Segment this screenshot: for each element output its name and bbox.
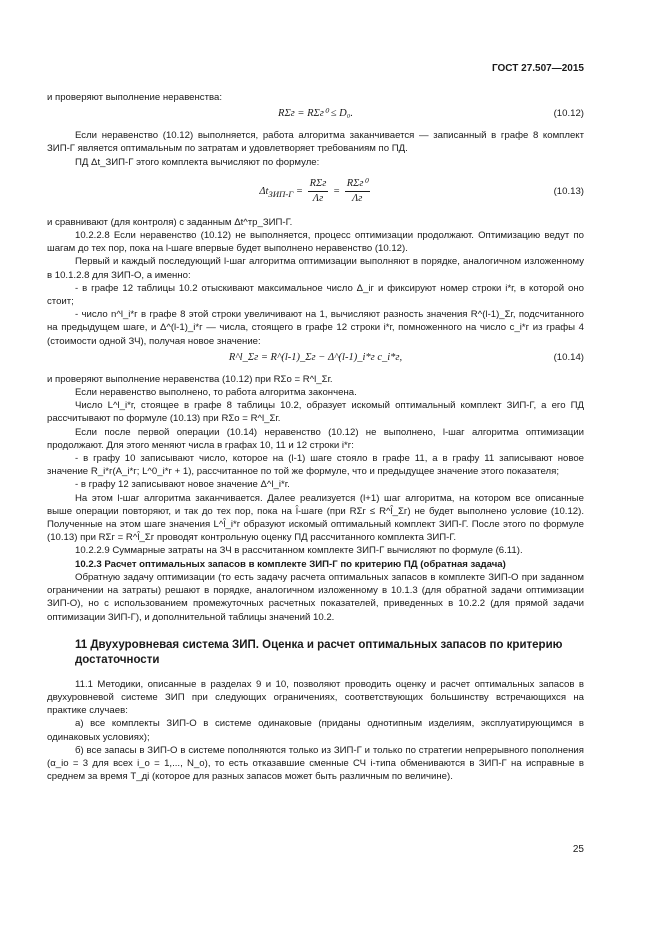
paragraph: и проверяют выполнение неравенства: bbox=[47, 92, 222, 103]
paragraph: б) все запасы в ЗИП-О в системе пополняются только из ЗИП-Г и только по стратегии непрерывного пополнения (α_io = 3 для всех i_o = 1,..., N_o), то есть отказавшие сменные СЧ i-типа обмениваются в ЗИП-Г на исправные в среднем за время T_дi (которое для разных запасов может быть различным по величине). bbox=[47, 744, 584, 783]
numerator: RΣг bbox=[308, 177, 329, 192]
paragraph: На этом l-шаг алгоритма заканчивается. Далее реализуется (l+1) шаг алгоритма, на котором все описанные выше операции повторяют, и так до тех пор, пока на l̂-шаге (при RΣг ≤ R^l̂_Σг) не будет выполнено условие (10.12). Полученные на этом шаге значения L^l̂_i*г образуют искомый оптимальный комплект ЗИП-Г. После этого по формуле (10.13) при RΣг = R^l̂_Σг проводят контрольную оценку ПД рассчитанного комплекта ЗИП-Г. bbox=[47, 492, 584, 544]
fraction bbox=[308, 177, 329, 206]
formula-lhs: Δt bbox=[259, 185, 269, 197]
paragraph: Первый и каждый последующий l-шаг алгоритма оптимизации выполняют в порядке, аналогичном изложенному в 10.1.2.8 для ЗИП-О, а именно: bbox=[47, 256, 584, 281]
paragraph: Если неравенство (10.12) выполняется, работа алгоритма заканчивается — записанный в графе 8 комплект ЗИП-Г является оптимальным по затратам и удовлетворяет требованиям по ПД. bbox=[47, 130, 584, 155]
document-body bbox=[47, 91, 584, 783]
paragraph: и проверяют выполнение неравенства (10.12) при RΣо = R^l_Σг. bbox=[47, 373, 333, 385]
formula-number: (10.12) bbox=[553, 108, 584, 120]
formula-equals: = bbox=[330, 185, 343, 197]
formula bbox=[47, 172, 584, 212]
paragraph: Если неравенство выполнено, то работа алгоритма закончена. bbox=[75, 387, 357, 399]
paragraph: - в графу 12 записывают новое значение Δ^l_i*г. bbox=[75, 479, 290, 491]
paragraph: 11.1 Методики, описанные в разделах 9 и 10, позволяют проводить оценку и расчет оптимальных запасов в двухуровневой системе ЗИП при следующих ограничениях, соответствующих большинству встречающихся на практике случаев: bbox=[47, 678, 584, 717]
paragraph: Если после первой операции (10.14) неравенство (10.12) не выполнено, l-шаг алгоритма оптимизации продолжают. Для этого меняют числа в графах 10, 11 и 12 строки i*г: bbox=[47, 426, 584, 451]
paragraph: ПД Δt_ЗИП-Г этого комплекта вычисляют по формуле: bbox=[75, 156, 320, 168]
paragraph: 10.2.2.9 Суммарные затраты на ЗЧ в рассчитанном комплекте ЗИП-Г вычисляют по формуле (6.11). bbox=[75, 545, 523, 557]
formula-expression: R^l_Σг = R^(l-1)_Σг − Δ^(l-1)_i*г c_i*г, bbox=[228, 351, 403, 363]
paragraph: а) все комплекты ЗИП-О в системе одинаковые (приданы однотипным изделиям, эксплуатирующимся в одинаковых условиях); bbox=[47, 718, 584, 743]
fraction bbox=[345, 177, 370, 206]
formula-lhs-subscript: ЗИП-Г bbox=[268, 188, 294, 199]
paragraph: 10.2.2.8 Если неравенство (10.12) не выполняется, процесс оптимизации продолжают. Оптимизацию ведут по шагам до тех пор, пока на l-шаге впервые будет выполнено неравенство (10.12). bbox=[47, 230, 584, 255]
formula-equals: = bbox=[293, 185, 306, 197]
section-title: 11 Двухуровневая система ЗИП. Оценка и расчет оптимальных запасов по критерию достаточности bbox=[75, 638, 563, 666]
paragraph: 10.2.3 Расчет оптимальных запасов в комплекте ЗИП-Г по критерию ПД (обратная задача) bbox=[75, 558, 506, 570]
formula bbox=[47, 351, 584, 369]
paragraph: Число L^l_i*г, стоящее в графе 8 таблицы 10.2, образует искомый оптимальный комплект ЗИП-Г, а его ПД рассчитывают по формуле (10.13) при RΣо = R^l_Σг. bbox=[47, 400, 584, 425]
document-standard-header: ГОСТ 27.507—2015 bbox=[491, 63, 584, 74]
paragraph: - в графу 10 записывают число, которое на (l-1) шаге стояло в графе 11, а в графу 11 записывают новое значение R_i*г(A_i*г; L^0_i*г + 1), рассчитанное по той же формуле, что и предыдущее значение этого показателя; bbox=[47, 453, 584, 478]
page-number: 25 bbox=[572, 844, 584, 855]
paragraph: Обратную задачу оптимизации (то есть задачу расчета оптимальных запасов в комплекте ЗИП-О при заданном ограничении на затраты) решают в порядке, аналогичном изложенному в 10.1.3 (для обратной задачи оптимизации ЗИП-О), но с использованием промежуточных расчетных показателей, приведенных в 10.2.2 (для прямой задачи оптимизации ЗИП-Г), и дополнительной таблицы значений 10.2. bbox=[47, 571, 584, 623]
paragraph: - число n^l_i*г в графе 8 этой строки увеличивают на 1, вычисляют разность значения R^(l-1)_Σг, подсчитанного на предыдущем шаге, и Δ^(l-1)_i*г — числа, стоящего в графе 12 строки i*г, помноженного на число c_i*г из графы 4 (стоимости одной ЗЧ), получая новое значение: bbox=[47, 309, 584, 347]
formula-expression: RΣг = RΣг⁰ ≤ D₀. bbox=[278, 108, 353, 120]
paragraph: - в графе 12 таблицы 10.2 отыскивают максимальное число Δ_iг и фиксируют номер строки i*г, в которой оно стоит; bbox=[47, 282, 584, 308]
denominator: Λг bbox=[312, 192, 324, 204]
numerator: RΣг⁰ bbox=[345, 177, 370, 192]
paragraph: и сравнивают (для контроля) с заданным Δt^тр_ЗИП-Г. bbox=[47, 216, 293, 228]
denominator: Λг bbox=[351, 192, 363, 204]
formula-number: (10.14) bbox=[553, 351, 584, 363]
formula-number: (10.13) bbox=[553, 185, 584, 197]
formula bbox=[47, 107, 584, 125]
